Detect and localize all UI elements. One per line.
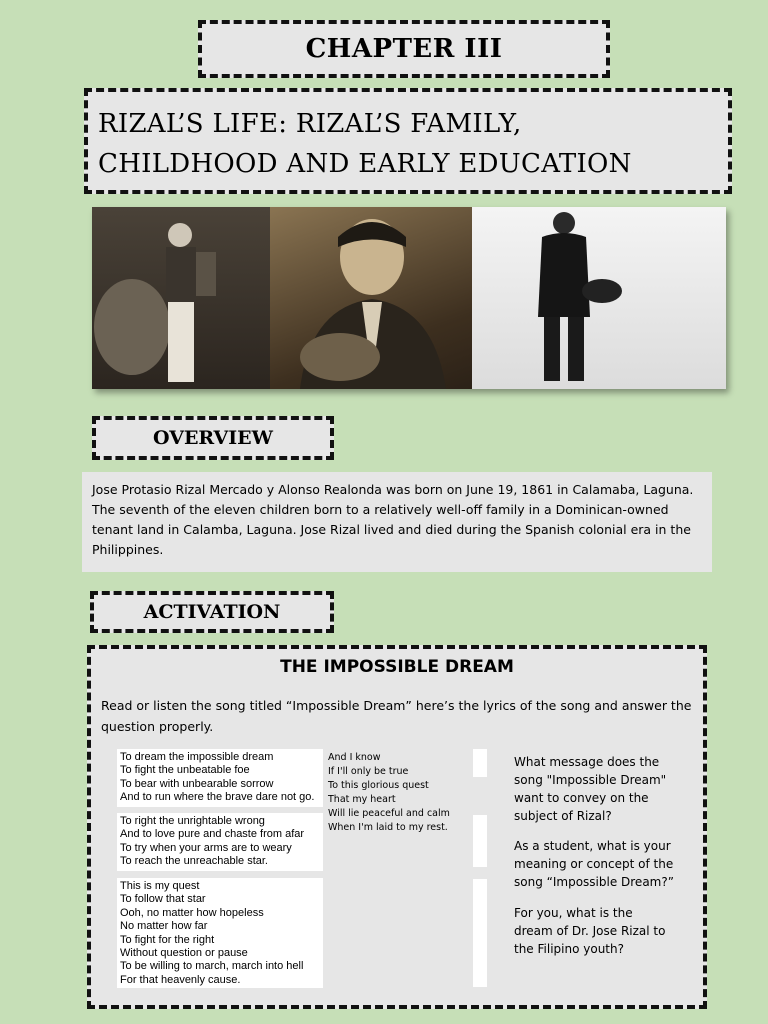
lyric-line: To fight for the right	[120, 933, 215, 946]
activation-heading-label: ACTIVATION	[143, 601, 281, 623]
photo-rizal-standing	[472, 207, 726, 389]
activity-panel	[87, 645, 707, 1009]
question-1: What message does the song "Impossible Dream" want to convey on the subject of Rizal?	[514, 755, 667, 823]
lyrics-stanza-2	[117, 813, 323, 871]
lyric-line: To reach the unreachable star.	[120, 855, 268, 868]
photo-rizal-portrait	[270, 207, 472, 389]
lyric-line: To bear with unbearable sorrow	[120, 777, 274, 790]
overview-paragraph	[82, 472, 712, 572]
chapter-heading	[198, 20, 610, 78]
lyric-line: For that heavenly cause.	[120, 973, 241, 986]
lyrics-stanza-4	[325, 749, 487, 849]
lyric-line: To this glorious quest	[328, 780, 429, 791]
lyric-line: Ooh, no matter how hopeless	[120, 906, 264, 919]
lyric-line: If I'll only be true	[328, 766, 409, 777]
chapter-label: CHAPTER III	[305, 34, 503, 64]
lyric-line: When I'm laid to my rest.	[328, 822, 448, 833]
lyric-line: To fight the unbeatable foe	[120, 764, 250, 777]
lyric-line: Will lie peaceful and calm	[328, 808, 450, 819]
divider-bar	[473, 749, 487, 777]
page-title	[84, 88, 732, 194]
activity-title: THE IMPOSSIBLE DREAM	[280, 657, 514, 677]
lyric-line: To be willing to march, march into hell	[120, 960, 304, 973]
question-3: For you, what is the dream of Dr. Jose Rizal to the Filipino youth?	[514, 906, 666, 956]
rizal-photo-strip	[92, 207, 726, 389]
lyric-line: And to run where the brave dare not go.	[120, 791, 315, 804]
photo-young-rizal	[92, 207, 270, 389]
overview-heading-label: OVERVIEW	[152, 427, 273, 449]
lyric-line: And I know	[328, 752, 381, 763]
lyric-line: To right the unrightable wrong	[120, 815, 265, 827]
lyric-line: And to love pure and chaste from afar	[120, 828, 305, 841]
activation-heading	[90, 591, 334, 633]
title-line-2: CHILDHOOD AND EARLY EDUCATION	[98, 149, 632, 179]
activity-instruction: Read or listen the song titled “Impossible Dream” here’s the lyrics of the song and answer the question properly.	[101, 698, 692, 734]
lyric-line: To follow that star	[120, 893, 206, 906]
overview-text: Jose Protasio Rizal Mercado y Alonso Realonda was born on June 19, 1861 in Calamaba, Laguna. The seventh of the eleven children born to a relatively well-off family in a Dominican-owned tenant land in Calamba, Laguna. Jose Rizal lived and died during the Spanish colonial era in the Philippines.	[92, 482, 694, 557]
lyric-line: No matter how far	[120, 920, 208, 933]
overview-heading	[92, 416, 334, 460]
lyric-line: This is my quest	[120, 880, 200, 892]
lyrics-stanza-3	[117, 878, 323, 988]
title-line-1: RIZAL’S LIFE: RIZAL’S FAMILY,	[98, 109, 522, 139]
lyric-line: To dream the impossible dream	[120, 751, 274, 763]
lyric-line: That my heart	[328, 794, 396, 805]
divider-bar	[473, 815, 487, 867]
lyric-line: Without question or pause	[120, 947, 248, 960]
lyrics-stanza-1	[117, 749, 323, 807]
lyric-line: To try when your arms are to weary	[120, 841, 292, 854]
divider-bar	[473, 879, 487, 987]
question-2: As a student, what is your meaning or concept of the song “Impossible Dream?”	[514, 839, 674, 889]
